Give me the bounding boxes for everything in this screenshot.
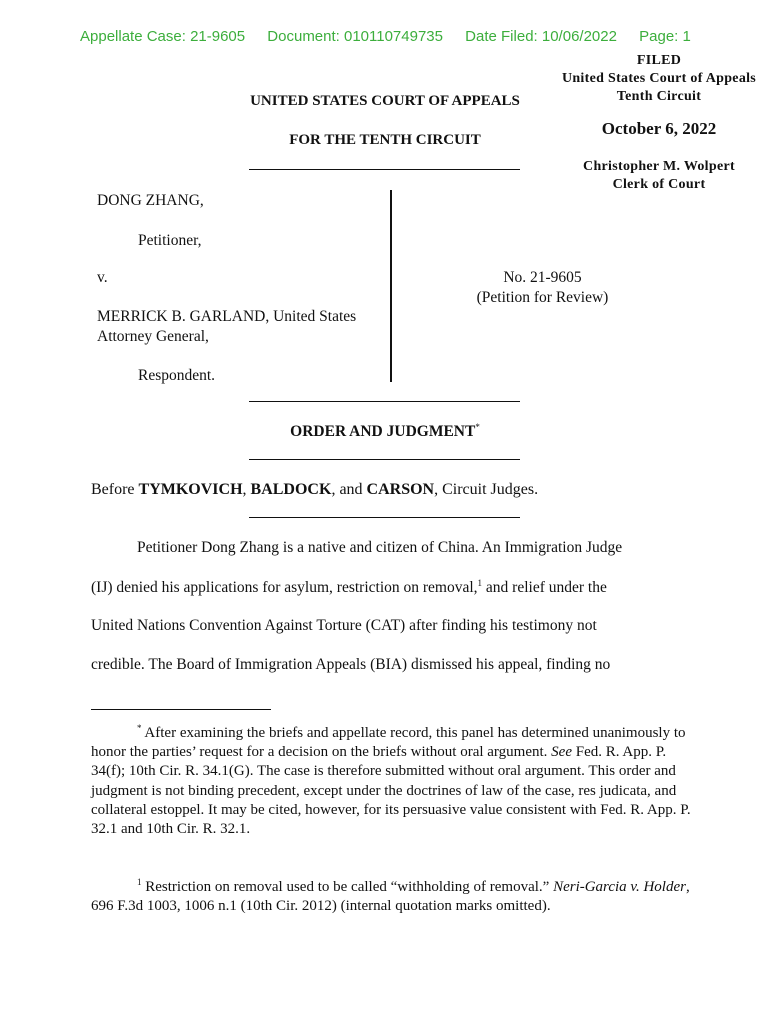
judges-sep: , [242, 481, 251, 498]
petitioner-role: Petitioner, [138, 232, 202, 249]
judge-baldock: BALDOCK [250, 481, 332, 498]
footnote-1 [91, 873, 691, 916]
filed-stamp [548, 52, 770, 194]
footnote-star-see: See [551, 744, 572, 761]
filed-court: United States Court of Appeals [561, 71, 757, 86]
body-line-1: Petitioner Dong Zhang is a native and citizen of China. An Immigration Judge [137, 539, 623, 556]
header-page: Page: 1 [639, 28, 691, 45]
footnote-1-text-a: Restriction on removal used to be called “withholding of removal.” [141, 879, 554, 895]
judge-carson: CARSON [366, 481, 435, 498]
caption-divider [390, 190, 392, 382]
divider [249, 459, 520, 460]
respondent-line1: MERRICK B. GARLAND, United States [97, 308, 357, 325]
versus: v. [97, 269, 108, 286]
court-title: UNITED STATES COURT OF APPEALS [250, 93, 520, 109]
circuit-title: FOR THE TENTH CIRCUIT [289, 132, 481, 148]
footnote-star [91, 719, 691, 839]
divider [249, 169, 520, 170]
body-line-2 [91, 578, 607, 597]
case-info [430, 268, 655, 308]
judges-sep: , and [331, 481, 367, 498]
case-number: No. 21-9605 [503, 269, 582, 286]
respondent-line2: Attorney General, [97, 328, 209, 345]
order-title-marker: * [475, 422, 480, 432]
footnote-rule [91, 709, 271, 710]
header-case: Appellate Case: 21-9605 [80, 28, 246, 45]
respondent-name [97, 307, 356, 347]
footnote-1-case: Neri-Garcia v. Holder [553, 879, 686, 895]
footnote-1-text-b: , 696 F.3d 1003, 1006 n.1 (10th Cir. 2012) (internal quotation marks omitted). [91, 879, 690, 915]
divider [249, 401, 520, 402]
filing-header [80, 28, 709, 45]
body-line-2a: (IJ) denied his applications for asylum, restriction on removal, [91, 579, 478, 597]
body-line-3: United Nations Convention Against Torture (CAT) after finding his testimony not [91, 617, 597, 634]
filed-date: October 6, 2022 [601, 119, 717, 138]
divider [249, 517, 520, 518]
respondent-role: Respondent. [138, 367, 216, 384]
clerk-name: Christopher M. Wolpert [583, 159, 735, 174]
footnote-star-text-b: Fed. R. App. P. 34(f); 10th Cir. R. 34.1(G). The case is therefore submitted without oral argument. This order and judgment is not binding precedent, except under the doctrines of law of the case, res judicata, and collateral estoppel. It may be cited, however, for its persuasive value consistent with Fed. R. App. P. 32.1 and 10th Cir. R. 32.1. [91, 744, 691, 838]
filed-circuit: Tenth Circuit [616, 89, 702, 104]
header-document: Document: 010110749735 [267, 28, 443, 45]
clerk-title: Clerk of Court [612, 177, 706, 192]
petitioner-name: DONG ZHANG, [97, 192, 204, 209]
body-line-4: credible. The Board of Immigration Appeals (BIA) dismissed his appeal, finding no [91, 656, 611, 673]
body-line-2b: and relief under the [482, 579, 607, 597]
filed-label: FILED [636, 53, 682, 68]
order-title-text: ORDER AND JUDGMENT [290, 423, 476, 441]
footnote-1-marker: 1 [137, 877, 142, 887]
case-type: (Petition for Review) [476, 289, 609, 306]
footnote-star-text-a: After examining the briefs and appellate record, this panel has determined unanimously to honor the parties’ request for a decision on the briefs without oral argument. [91, 725, 686, 761]
footnote-star-marker: * [137, 723, 142, 733]
order-title [210, 422, 560, 441]
footnote-ref-1[interactable]: 1 [477, 578, 483, 588]
judges-suffix: , Circuit Judges. [434, 481, 539, 498]
header-date-filed: Date Filed: 10/06/2022 [465, 28, 617, 45]
judge-tymkovich: TYMKOVICH [138, 481, 243, 498]
judges-line [91, 481, 538, 499]
judges-before: Before [91, 481, 139, 498]
